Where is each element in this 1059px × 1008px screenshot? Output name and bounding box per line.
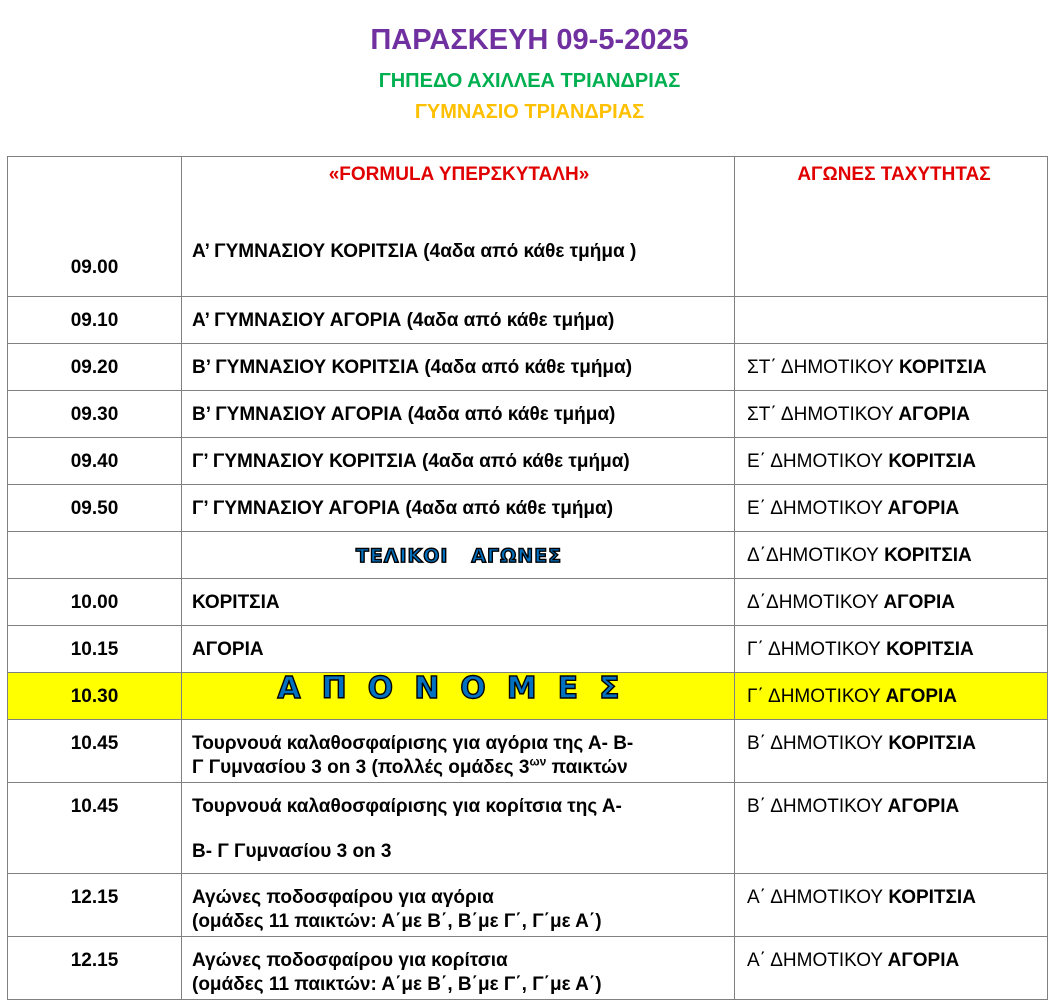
time-cell: 09.10 (8, 297, 182, 344)
speed-group: ΑΓΟΡΙΑ (883, 592, 956, 613)
event-text: Α’ ΓΥΜΝΑΣΙΟΥ ΚΟΡΙΤΣΙΑ (4αδα από κάθε τμήμα ) (192, 241, 637, 262)
table-row (8, 157, 1048, 297)
speed-cell (735, 720, 1048, 783)
speed-grade: ΣΤ΄ ΔΗΜΟΤΙΚΟΥ (747, 404, 894, 425)
event-cell (182, 937, 735, 1000)
speed-grade: Δ΄ΔΗΜΟΤΙΚΟΥ (747, 545, 879, 566)
event-cell: Γ’ ΓΥΜΝΑΣΙΟΥ ΚΟΡΙΤΣΙΑ (4αδα από κάθε τμήμα) (182, 438, 735, 485)
speed-grade: Α΄ ΔΗΜΟΤΙΚΟΥ (747, 950, 884, 971)
speed-grade: Β΄ ΔΗΜΟΤΙΚΟΥ (747, 796, 884, 817)
table-row (8, 579, 1048, 626)
table-row (8, 438, 1048, 485)
event-cell: Γ’ ΓΥΜΝΑΣΙΟΥ ΑΓΟΡΙΑ (4αδα από κάθε τμήμα) (182, 485, 735, 532)
event-cell: ΑΓΟΡΙΑ (182, 626, 735, 673)
event-cell (182, 157, 735, 297)
venue-school: ΓΥΜΝΑΣΙΟ ΤΡΙΑΝΔΡΙΑΣ (414, 101, 645, 123)
page-title: ΠΑΡΑΣΚΕΥΗ 09-5-2025 (370, 24, 689, 56)
speed-cell (735, 937, 1048, 1000)
time-cell: 10.00 (8, 579, 182, 626)
speed-group: ΚΟΡΙΤΣΙΑ (899, 357, 987, 378)
table-row (8, 783, 1048, 874)
event-line: Τουρνουά καλαθοσφαίρισης για αγόρια της Α- Β- (192, 733, 634, 754)
speed-grade: Γ΄ ΔΗΜΟΤΙΚΟΥ (747, 639, 881, 660)
event-cell: ΚΟΡΙΤΣΙΑ (182, 579, 735, 626)
speed-cell (735, 157, 1048, 297)
venue-football-field: ΓΗΠΕΔΟ ΑΧΙΛΛΕΑ ΤΡΙΑΝΔΡΙΑΣ (378, 70, 681, 92)
speed-grade: Α΄ ΔΗΜΟΤΙΚΟΥ (747, 887, 884, 908)
time-cell: 09.20 (8, 344, 182, 391)
speed-group: ΑΓΟΡΙΑ (887, 950, 960, 971)
event-cell: Α’ ΓΥΜΝΑΣΙΟΥ ΑΓΟΡΙΑ (4αδα από κάθε τμήμα) (182, 297, 735, 344)
speed-cell (735, 626, 1048, 673)
table-row (8, 344, 1048, 391)
event-line: Αγώνες ποδοσφαίρου για αγόρια (192, 887, 494, 908)
speed-group: ΚΟΡΙΤΣΙΑ (886, 639, 974, 660)
speed-grade: Ε΄ ΔΗΜΟΤΙΚΟΥ (747, 498, 884, 519)
event-line: (ομάδες 11 παικτών: Α΄με Β΄, Β΄με Γ΄, Γ΄με Α΄) (192, 974, 602, 995)
event-cell (182, 720, 735, 783)
speed-cell (735, 297, 1048, 344)
event-cell: Β’ ΓΥΜΝΑΣΙΟΥ ΑΓΟΡΙΑ (4αδα από κάθε τμήμα) (182, 391, 735, 438)
time-cell: 10.30 (8, 673, 182, 720)
table-row (8, 720, 1048, 783)
speed-grade: ΣΤ΄ ΔΗΜΟΤΙΚΟΥ (747, 357, 894, 378)
table-row (8, 937, 1048, 1000)
time-cell (8, 532, 182, 579)
table-row (8, 485, 1048, 532)
column-header-speed: ΑΓΩΝΕΣ ΤΑΧΥΤΗΤΑΣ (797, 164, 991, 185)
speed-cell (735, 532, 1048, 579)
speed-cell (735, 579, 1048, 626)
speed-cell (735, 874, 1048, 937)
table-row (8, 532, 1048, 579)
time-cell: 12.15 (8, 874, 182, 937)
time-cell: 10.15 (8, 626, 182, 673)
speed-group: ΑΓΟΡΙΑ (898, 404, 970, 425)
speed-grade: Β΄ ΔΗΜΟΤΙΚΟΥ (747, 733, 884, 754)
column-header-formula: «FORMULA ΥΠΕΡΣΚΥΤΑΛΗ» (328, 164, 590, 185)
speed-grade: Δ΄ΔΗΜΟΤΙΚΟΥ (747, 592, 879, 613)
time-cell: 09.30 (8, 391, 182, 438)
finals-banner: ΤΕΛΙΚΟΙ ΑΓΩΝΕΣ (182, 532, 735, 579)
time-cell: 12.15 (8, 937, 182, 1000)
event-line: Τουρνουά καλαθοσφαίρισης για κορίτσια της Α- (192, 796, 622, 817)
event-cell (182, 783, 735, 874)
speed-group: ΑΓΟΡΙΑ (885, 686, 958, 707)
table-row (8, 874, 1048, 937)
speed-grade: Γ΄ ΔΗΜΟΤΙΚΟΥ (747, 686, 881, 707)
speed-group: ΚΟΡΙΤΣΙΑ (884, 545, 972, 566)
table-row-highlighted (8, 673, 1048, 720)
event-line: (ομάδες 11 παικτών: Α΄με Β΄, Β΄με Γ΄, Γ΄με Α΄) (192, 911, 602, 932)
event-cell: Β’ ΓΥΜΝΑΣΙΟΥ ΚΟΡΙΤΣΙΑ (4αδα από κάθε τμήμα) (182, 344, 735, 391)
speed-group: ΑΓΟΡΙΑ (887, 796, 960, 817)
speed-cell (735, 391, 1048, 438)
event-line: Αγώνες ποδοσφαίρου για κορίτσια (192, 950, 508, 971)
event-line: Β- Γ Γυμνασίου 3 on 3 (192, 841, 392, 862)
speed-group: ΚΟΡΙΤΣΙΑ (888, 451, 976, 472)
schedule-table (7, 156, 1048, 1000)
table-row (8, 297, 1048, 344)
table-row (8, 391, 1048, 438)
table-row (8, 626, 1048, 673)
speed-cell (735, 438, 1048, 485)
speed-group: ΚΟΡΙΤΣΙΑ (888, 887, 976, 908)
speed-grade: Ε΄ ΔΗΜΟΤΙΚΟΥ (747, 451, 884, 472)
speed-cell (735, 783, 1048, 874)
event-cell (182, 874, 735, 937)
time-cell: 10.45 (8, 720, 182, 783)
speed-group: ΑΓΟΡΙΑ (887, 498, 960, 519)
time-cell: 10.45 (8, 783, 182, 874)
event-line: Γ Γυμνασίου 3 on 3 (πολλές ομάδες $3^{\omega\nu}$ παικτών (192, 754, 628, 778)
speed-cell (735, 485, 1048, 532)
speed-group: ΚΟΡΙΤΣΙΑ (888, 733, 976, 754)
awards-banner: ΑΠΟΝΟΜΕΣ (182, 673, 735, 720)
speed-cell (735, 673, 1048, 720)
time-cell: 09.00 (8, 157, 182, 297)
speed-cell (735, 344, 1048, 391)
time-cell: 09.50 (8, 485, 182, 532)
time-cell: 09.40 (8, 438, 182, 485)
